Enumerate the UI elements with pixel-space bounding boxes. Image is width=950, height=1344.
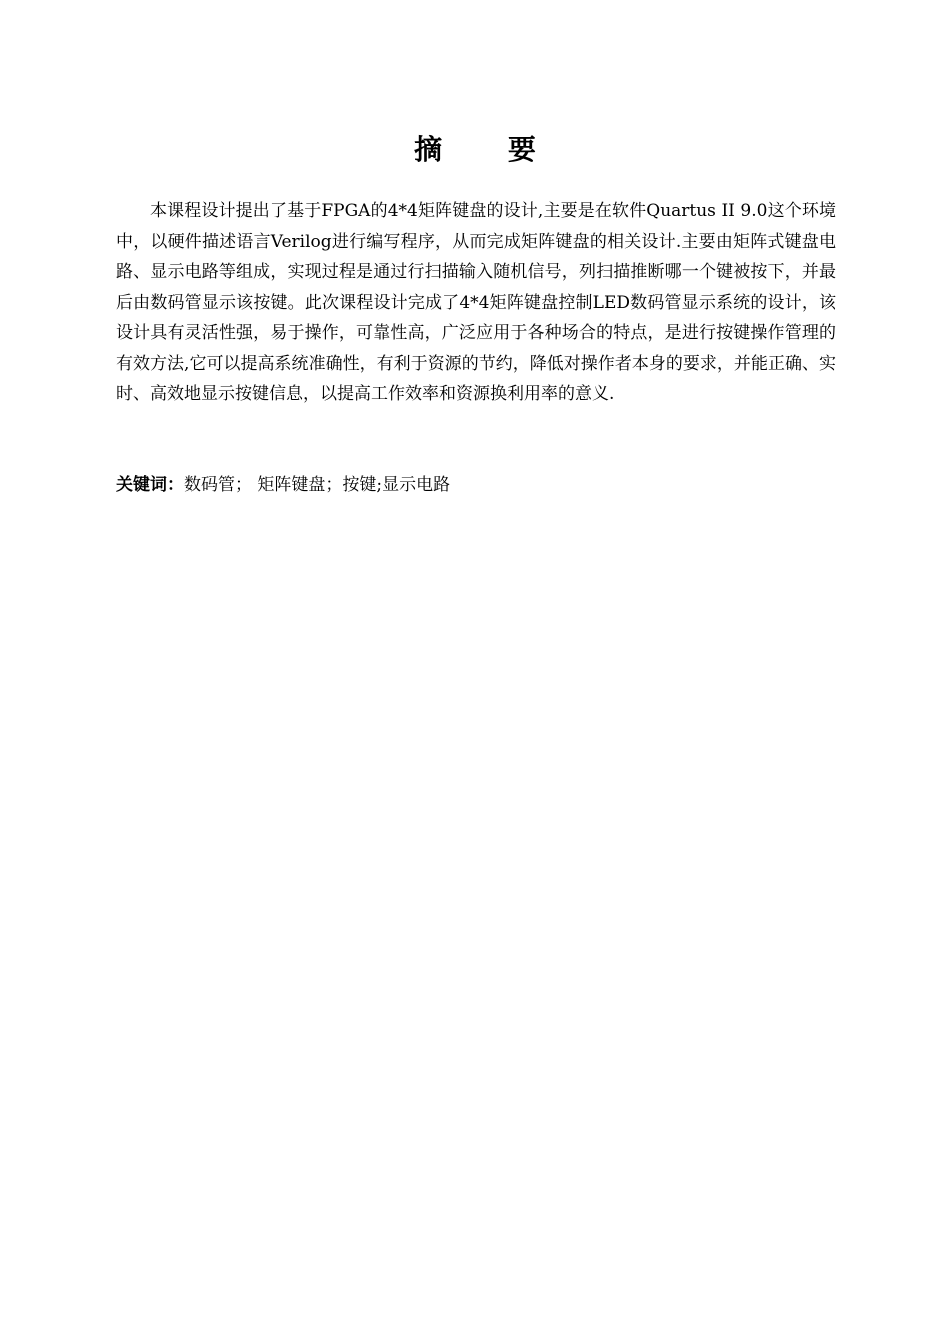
abstract-title: 摘 要: [414, 133, 564, 166]
keywords-label: 关键词：: [116, 475, 184, 495]
keywords-value: 数码管； 矩阵键盘；按键;显示电路: [184, 475, 451, 495]
keywords-line: [116, 470, 836, 500]
abstract-paragraph: 本课程设计提出了基于FPGA的4*4矩阵键盘的设计,主要是在软件Quartus II 9.0这个环境中，以硬件描述语言Verilog进行编写程序，从而完成矩阵键盘的相关设计.主要由矩阵式键盘电路、显示电路等组成，实现过程是通过行扫描输入随机信号，列扫描推断哪一个键被按下，并最后由数码管显示该按键。此次课程设计完成了4*4矩阵键盘控制LED数码管显示系统的设计，该设计具有灵活性强，易于操作，可靠性高，广泛应用于各种场合的特点，是进行按键操作管理的有效方法,它可以提高系统准确性，有利于资源的节约，降低对操作者本身的要求，并能正确、实时、高效地显示按键信息，以提高工作效率和资源换利用率的意义.: [116, 201, 836, 404]
